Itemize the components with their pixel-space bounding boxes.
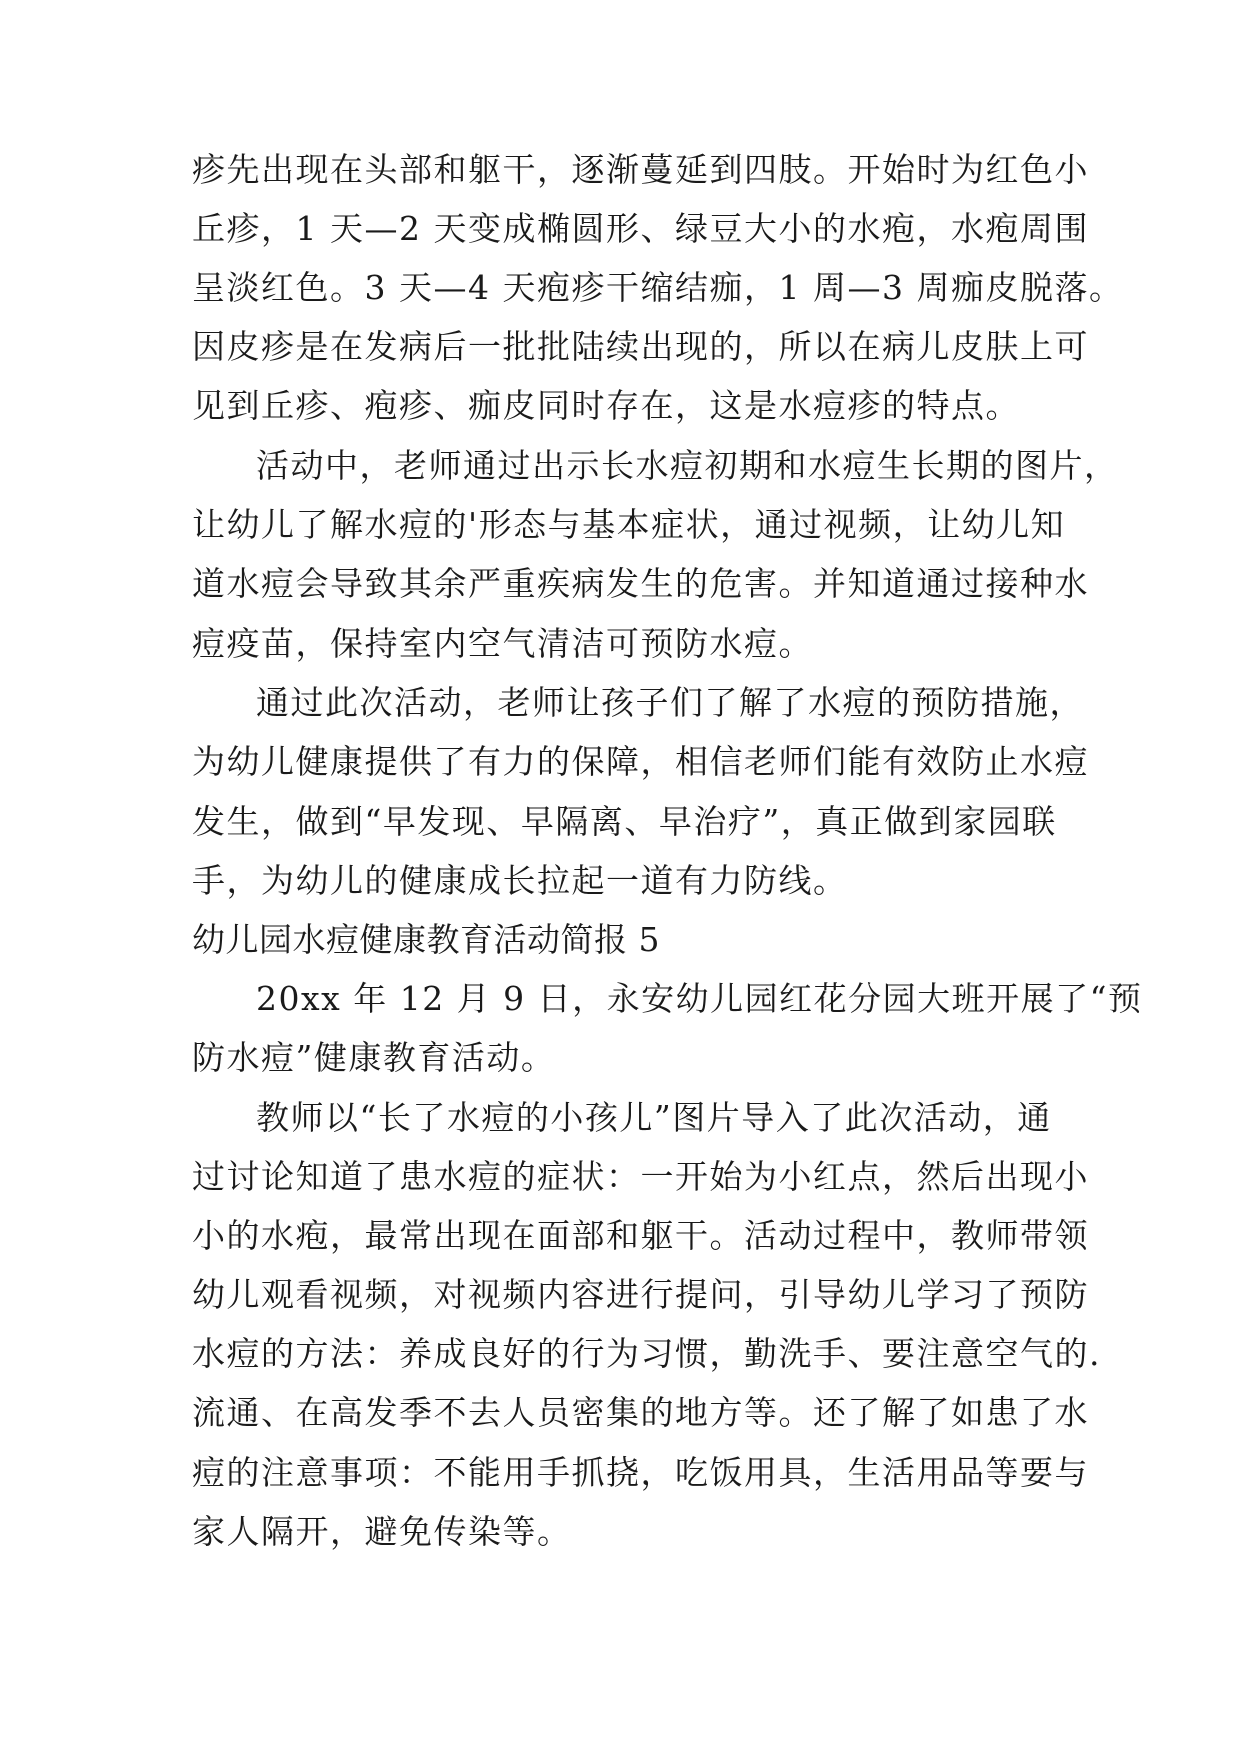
text-line: 让幼儿了解水痘的'形态与基本症状，通过视频，让幼儿知: [192, 505, 1066, 544]
paragraph-first-line: 20xx 年 12 月 9 日，永安幼儿园红花分园大班开展了“预: [256, 979, 1143, 1018]
text-line: 手，为幼儿的健康成长拉起一道有力防线。: [192, 861, 848, 900]
text-line: 疹先出现在头部和躯干，逐渐蔓延到四肢。开始时为红色小: [192, 150, 1089, 189]
section-heading: 幼儿园水痘健康教育活动简报 5: [192, 920, 660, 959]
paragraph-first-line: 通过此次活动，老师让孩子们了解了水痘的预防措施，: [256, 683, 1084, 722]
text-line: 痘疫苗，保持室内空气清洁可预防水痘。: [192, 624, 813, 663]
text-line: 呈淡红色。3 天—4 天疱疹干缩结痂，1 周—3 周痂皮脱落。: [192, 268, 1124, 307]
paragraph-first-line: 活动中，老师通过出示长水痘初期和水痘生长期的图片，: [256, 446, 1119, 485]
text-line: 发生，做到“早发现、早隔离、早治疗”，真正做到家园联: [192, 802, 1057, 841]
text-line: 水痘的方法：养成良好的行为习惯，勤洗手、要注意空气的.: [192, 1334, 1101, 1373]
text-line: 小的水疱，最常出现在面部和躯干。活动过程中，教师带领: [192, 1216, 1089, 1255]
text-line: 流通、在高发季不去人员密集的地方等。还了解了如患了水: [192, 1393, 1089, 1432]
paragraph-first-line: 教师以“长了水痘的小孩儿”图片导入了此次活动，通: [256, 1098, 1052, 1137]
text-line: 因皮疹是在发病后一批批陆续出现的，所以在病儿皮肤上可: [192, 327, 1089, 366]
text-line: 道水痘会导致其余严重疾病发生的危害。并知道通过接种水: [192, 564, 1089, 603]
text-line: 防水痘”健康教育活动。: [192, 1038, 556, 1077]
text-line: 痘的注意事项：不能用手抓挠，吃饭用具，生活用品等要与: [192, 1453, 1089, 1492]
text-line: 过讨论知道了患水痘的症状：一开始为小红点，然后出现小: [192, 1157, 1089, 1196]
text-line: 为幼儿健康提供了有力的保障，相信老师们能有效防止水痘: [192, 742, 1089, 781]
text-line: 丘疹，1 天—2 天变成椭圆形、绿豆大小的水疱，水疱周围: [192, 209, 1089, 248]
text-line: 幼儿观看视频，对视频内容进行提问，引导幼儿学习了预防: [192, 1275, 1089, 1314]
text-line: 家人隔开，避免传染等。: [192, 1512, 572, 1551]
text-line: 见到丘疹、疱疹、痂皮同时存在，这是水痘疹的特点。: [192, 386, 1020, 425]
